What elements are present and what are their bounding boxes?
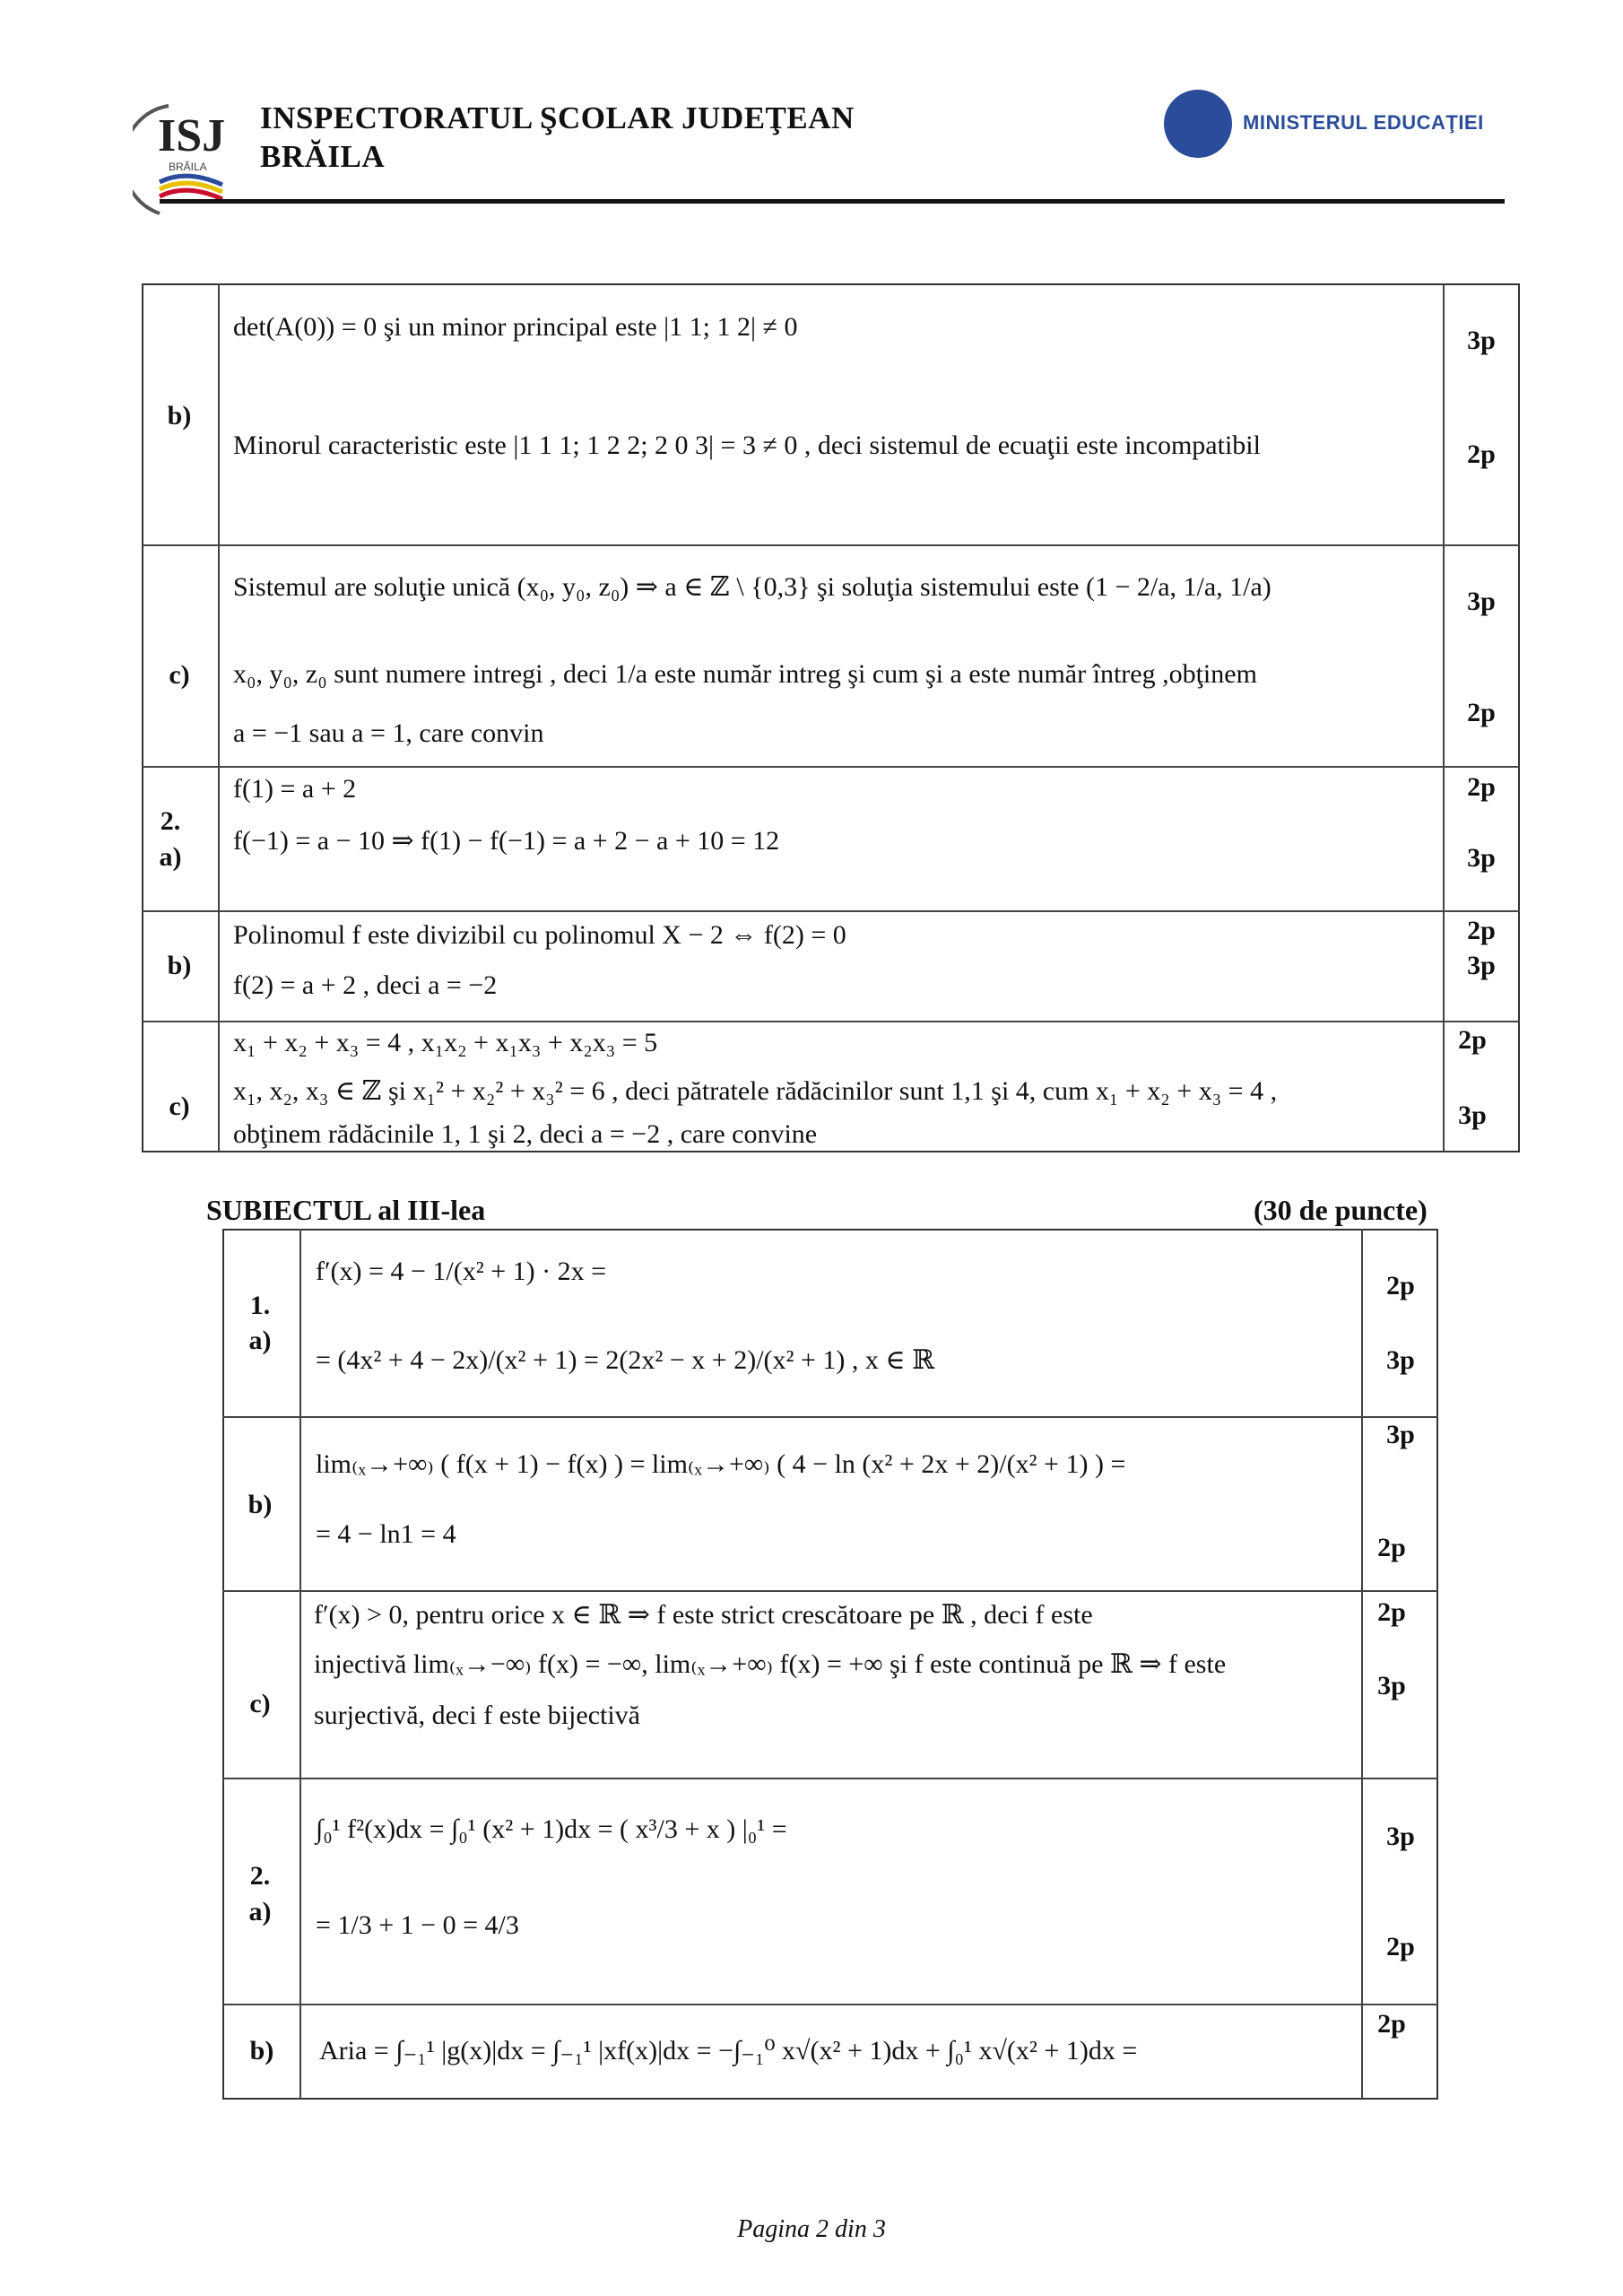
points-badge: 3p: [1386, 1420, 1415, 1449]
solution-line: a = −1 sau a = 1, care convin: [233, 718, 544, 748]
solution-line: = 4 − ln1 = 4: [316, 1519, 456, 1549]
ministry-crest-logo: [1164, 90, 1232, 158]
row-label: a): [248, 1897, 272, 1926]
solution-line: ∫₀¹ f²(x)dx = ∫₀¹ (x² + 1)dx = ( x³/3 + x ) |₀¹ =: [316, 1814, 787, 1844]
row-divider: [142, 766, 1520, 768]
row-divider: [222, 2004, 1438, 2005]
svg-text:ISJ: ISJ: [158, 110, 226, 161]
solution-line: x₀, y₀, z₀ sunt numere intregi , deci 1/a este număr intreg şi cum şi a este număr întreg ,obţinem: [233, 659, 1257, 689]
row-label: a): [248, 1326, 272, 1355]
row-divider: [142, 544, 1520, 546]
points-badge: 3p: [1386, 1822, 1415, 1851]
solution-line: f(1) = a + 2: [233, 774, 357, 804]
points-badge: 2p: [1386, 1932, 1415, 1961]
row-label: b): [167, 401, 192, 430]
solution-line: f′(x) = 4 − 1/(x² + 1) · 2x =: [316, 1257, 607, 1286]
ministry-name: MINISTERUL EDUCAŢIEI: [1243, 111, 1484, 134]
solution-line: obţinem rădăcinile 1, 1 şi 2, deci a = −2 , care convine: [233, 1119, 818, 1149]
solution-line: injectivă lim₍ₓ→−∞₎ f(x) = −∞, lim₍ₓ→+∞₎ f(x) = +∞ şi f este continuă pe ℝ ⇒ f este: [314, 1649, 1227, 1679]
points-badge: 2p: [1377, 1597, 1406, 1627]
solution-line: lim₍ₓ→+∞₎ ( f(x + 1) − f(x) ) = lim₍ₓ→+∞₎ ( 4 − ln (x² + 2x + 2)/(x² + 1) ) =: [316, 1449, 1126, 1479]
points-badge: 2p: [1467, 916, 1496, 945]
solution-line: Minorul caracteristic este |1 1 1; 1 2 2; 2 0 3| = 3 ≠ 0 , deci sistemul de ecuaţii este incompatibil: [233, 430, 1261, 460]
item-number: 2.: [249, 1861, 271, 1891]
row-divider: [222, 1416, 1438, 1418]
solution-line: surjectivă, deci f este bijectivă: [314, 1700, 640, 1730]
row-divider: [222, 1778, 1438, 1779]
solution-line: Polinomul f este divizibil cu polinomul X − 2 ⇔ f(2) = 0: [233, 920, 846, 950]
points-badge: 3p: [1467, 587, 1496, 616]
points-badge: 2p: [1386, 1271, 1415, 1300]
header-title-line2: BRĂILA: [260, 139, 386, 174]
points-badge: 2p: [1467, 698, 1496, 727]
row-label: a): [159, 842, 182, 872]
points-badge: 2p: [1377, 2009, 1406, 2039]
solution-line: Sistemul are soluţie unică (x₀, y₀, z₀) ⇒ a ∈ ℤ \ {0,3} şi soluţia sistemului este (1 − 2/a, 1/a, 1/a): [233, 572, 1271, 602]
row-label: b): [167, 951, 192, 980]
solution-line: f′(x) > 0, pentru orice x ∈ ℝ ⇒ f este strict crescătoare pe ℝ , deci f este: [314, 1600, 1093, 1630]
points-badge: 2p: [1458, 1025, 1487, 1055]
points-badge: 3p: [1386, 1345, 1415, 1375]
points-badge: 3p: [1467, 326, 1496, 355]
points-badge: 3p: [1458, 1100, 1487, 1130]
row-label: b): [249, 2036, 274, 2066]
section-title: SUBIECTUL al III-lea: [206, 1194, 486, 1226]
column-divider: [299, 1229, 301, 2099]
row-divider: [142, 1021, 1520, 1022]
solution-line: x₁, x₂, x₃ ∈ ℤ şi x₁² + x₂² + x₃² = 6 , deci pătratele rădăcinilor sunt 1,1 şi 4, cum x₁ + x₂ + x₃ = 4 ,: [233, 1076, 1278, 1106]
solution-line: Aria = ∫₋₁¹ |g(x)|dx = ∫₋₁¹ |xf(x)|dx = −∫₋₁⁰ x√(x² + 1)dx + ∫₀¹ x√(x² + 1)dx =: [319, 2036, 1138, 2066]
row-label: c): [169, 1091, 190, 1121]
points-badge: 3p: [1467, 951, 1496, 980]
solution-line: det(A(0)) = 0 şi un minor principal este |1 1; 1 2| ≠ 0: [233, 312, 798, 342]
page-number: Pagina 2 din 3: [737, 2215, 886, 2243]
solution-line: = (4x² + 4 − 2x)/(x² + 1) = 2(2x² − x + 2)/(x² + 1) , x ∈ ℝ: [316, 1345, 935, 1375]
section-points: (30 de puncte): [1254, 1194, 1428, 1226]
column-divider: [1361, 1229, 1363, 2099]
row-divider: [142, 910, 1520, 912]
solution-line: = 1/3 + 1 − 0 = 4/3: [316, 1910, 519, 1940]
header-divider: [160, 199, 1505, 204]
header-title-line1: INSPECTORATUL ŞCOLAR JUDEŢEAN: [260, 100, 855, 135]
item-number: 1.: [249, 1291, 271, 1320]
row-label: c): [169, 660, 190, 690]
row-label: c): [249, 1689, 271, 1718]
points-badge: 3p: [1467, 843, 1496, 873]
svg-text:BRĂILA: BRĂILA: [169, 161, 207, 173]
points-badge: 2p: [1377, 1533, 1406, 1562]
points-badge: 2p: [1467, 439, 1496, 469]
points-badge: 2p: [1467, 772, 1496, 802]
isj-braila-logo: [133, 97, 240, 222]
solution-line: f(2) = a + 2 , deci a = −2: [233, 970, 498, 1000]
row-label: b): [247, 1490, 273, 1519]
row-divider: [222, 1590, 1438, 1592]
points-badge: 3p: [1377, 1671, 1406, 1700]
solution-line: f(−1) = a − 10 ⇒ f(1) − f(−1) = a + 2 − a + 10 = 12: [233, 826, 780, 856]
solution-line: x₁ + x₂ + x₃ = 4 , x₁x₂ + x₁x₃ + x₂x₃ = 5: [233, 1028, 658, 1057]
item-number: 2.: [160, 806, 181, 836]
